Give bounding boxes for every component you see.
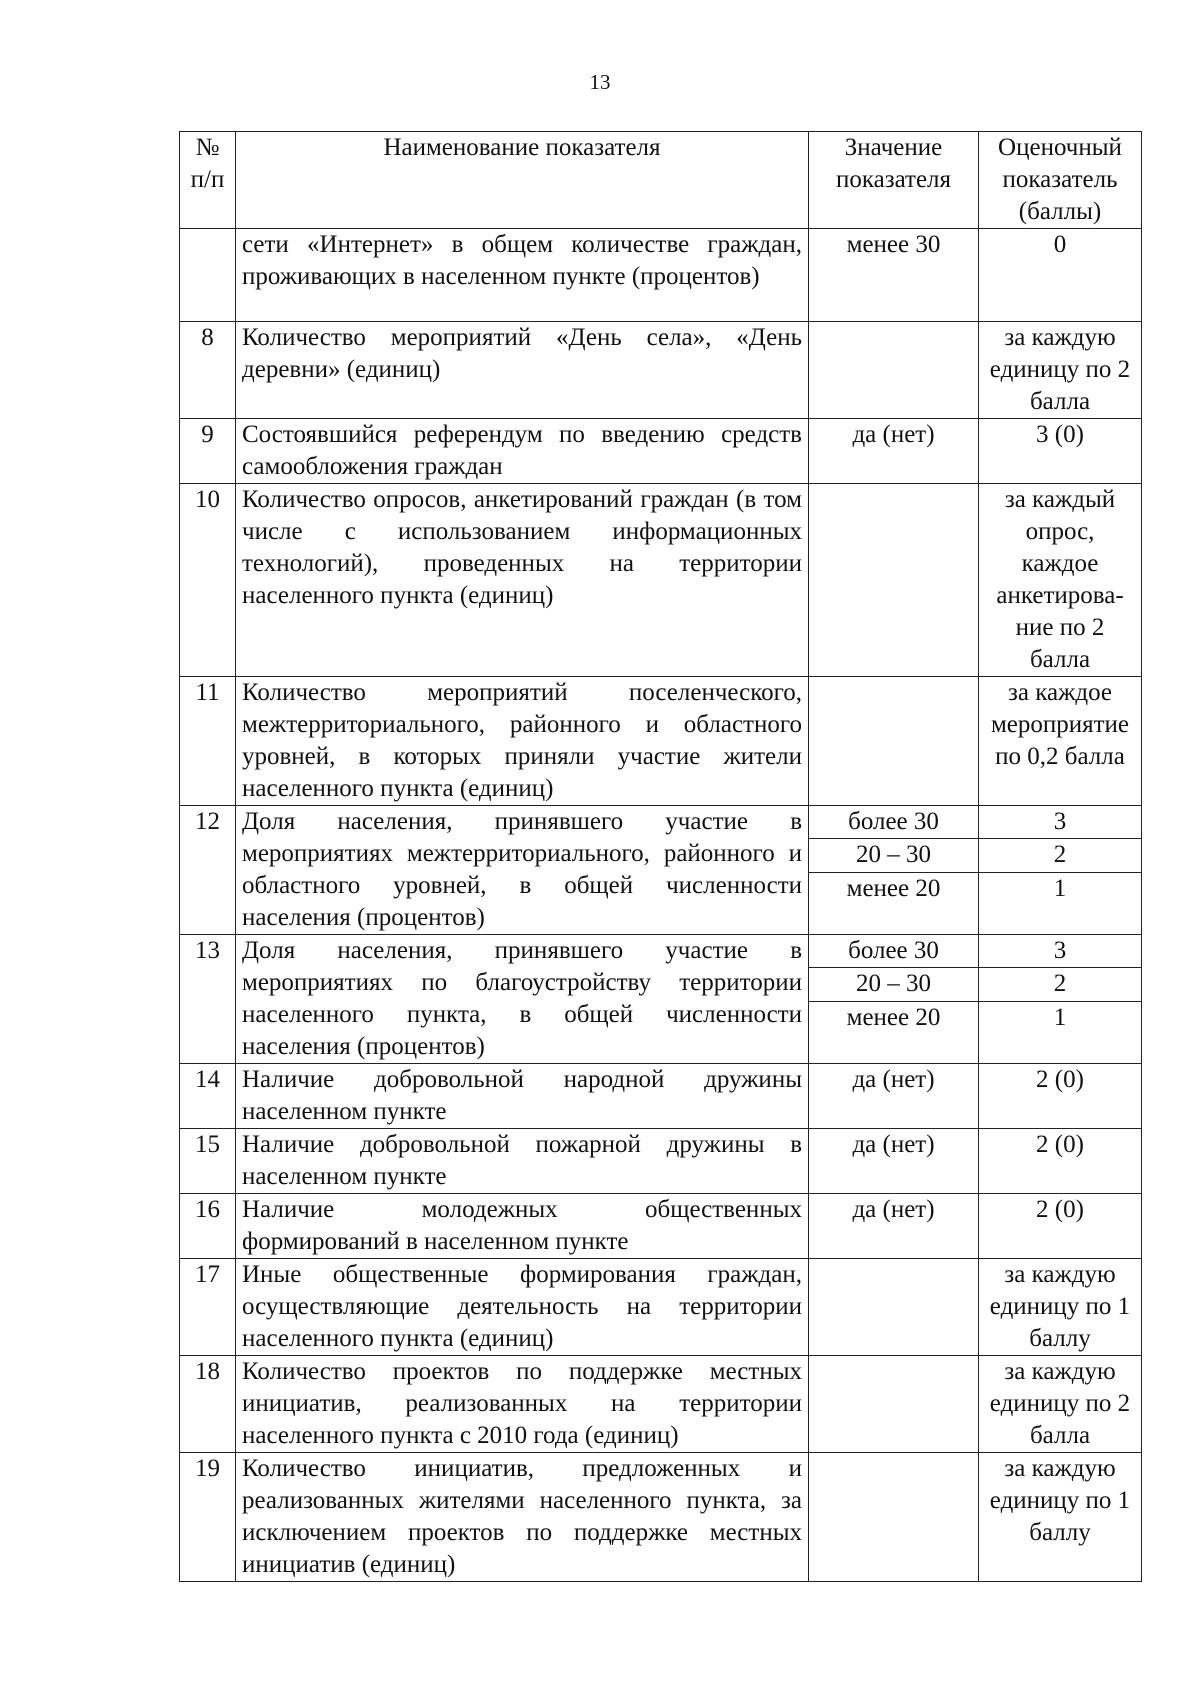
indicator-value: да (нет) bbox=[809, 1064, 979, 1129]
table-row bbox=[180, 322, 1142, 419]
table-row bbox=[180, 1259, 1142, 1356]
indicator-score: 2 bbox=[979, 839, 1142, 872]
indicator-name: Наличие молодежных общественных формирований в населенном пункте bbox=[236, 1194, 809, 1259]
header-score: Оценочный показатель (баллы) bbox=[979, 132, 1142, 229]
indicator-name: Доля населения, принявшего участие в мероприятиях по благоустройству территории населенного пункта, в общей численности населения (процентов) bbox=[236, 935, 809, 1064]
indicator-name: Наличие добровольной народной дружины населенном пункте bbox=[236, 1064, 809, 1129]
indicator-score: за каждую единицу по 1 баллу bbox=[979, 1259, 1142, 1356]
header-name: Наименование показателя bbox=[236, 132, 809, 229]
indicator-score: за каждое мероприятие по 0,2 балла bbox=[979, 677, 1142, 806]
row-number: 12 bbox=[180, 806, 236, 935]
indicator-score: 3 bbox=[979, 806, 1142, 839]
table-row bbox=[180, 1453, 1142, 1582]
indicator-name: Количество опросов, анкетирований граждан (в том числе с использованием информационных технологий), проведенных на территории населенного пункта (единиц) bbox=[236, 484, 809, 677]
indicator-value: менее 20 bbox=[809, 1001, 979, 1064]
indicator-score: 3 bbox=[979, 935, 1142, 968]
indicator-score: за каждую единицу по 1 баллу bbox=[979, 1453, 1142, 1582]
indicator-value: менее 20 bbox=[809, 872, 979, 935]
indicator-value: да (нет) bbox=[809, 1194, 979, 1259]
indicator-name: Иные общественные формирования граждан, осуществляющие деятельность на территории населенного пункта (единиц) bbox=[236, 1259, 809, 1356]
row-number: 15 bbox=[180, 1129, 236, 1194]
indicator-value bbox=[809, 1259, 979, 1356]
indicators-table bbox=[179, 131, 1142, 1582]
indicator-score: 1 bbox=[979, 1001, 1142, 1064]
indicator-score: за каждую единицу по 2 балла bbox=[979, 1356, 1142, 1453]
indicator-name: Количество инициатив, предложенных и реализованных жителями населенного пункта, за исключением проектов по поддержке местных инициатив (единиц) bbox=[236, 1453, 809, 1582]
table-row bbox=[180, 1129, 1142, 1194]
indicator-value bbox=[809, 677, 979, 806]
indicator-score: 3 (0) bbox=[979, 419, 1142, 484]
indicator-value: менее 30 bbox=[809, 229, 979, 322]
indicator-score: 2 (0) bbox=[979, 1129, 1142, 1194]
table-body bbox=[180, 229, 1142, 1582]
indicator-value: 20 – 30 bbox=[809, 968, 979, 1001]
row-number bbox=[180, 229, 236, 322]
row-number: 14 bbox=[180, 1064, 236, 1129]
row-number: 19 bbox=[180, 1453, 236, 1582]
indicator-name: Состоявшийся референдум по введению средств самообложения граждан bbox=[236, 419, 809, 484]
header-value: Значение показателя bbox=[809, 132, 979, 229]
indicator-score: 0 bbox=[979, 229, 1142, 322]
indicator-name: Доля населения, принявшего участие в мероприятиях межтерриториального, районного и областного уровней, в общей численности населения (процентов) bbox=[236, 806, 809, 935]
row-number: 9 bbox=[180, 419, 236, 484]
indicator-name: Количество проектов по поддержке местных инициатив, реализованных на территории населенного пункта с 2010 года (единиц) bbox=[236, 1356, 809, 1453]
row-number: 16 bbox=[180, 1194, 236, 1259]
row-number: 11 bbox=[180, 677, 236, 806]
table-row bbox=[180, 1064, 1142, 1129]
row-number: 13 bbox=[180, 935, 236, 1064]
indicator-value bbox=[809, 1453, 979, 1582]
indicator-score: за каждый опрос, каждое анкетирова-ние по 2 балла bbox=[979, 484, 1142, 677]
indicator-value: более 30 bbox=[809, 806, 979, 839]
indicator-name: Наличие добровольной пожарной дружины в населенном пункте bbox=[236, 1129, 809, 1194]
indicator-score: 2 bbox=[979, 968, 1142, 1001]
indicator-value bbox=[809, 322, 979, 419]
header-num: № п/п bbox=[180, 132, 236, 229]
table-row bbox=[180, 419, 1142, 484]
indicator-value: 20 – 30 bbox=[809, 839, 979, 872]
page-number: 13 bbox=[589, 70, 611, 94]
indicator-score: 1 bbox=[979, 872, 1142, 935]
indicator-name: Количество мероприятий поселенческого, межтерриториального, районного и областного уровней, в которых приняли участие жители населенного пункта (единиц) bbox=[236, 677, 809, 806]
indicator-value: да (нет) bbox=[809, 419, 979, 484]
table-row bbox=[180, 935, 1142, 968]
table-row bbox=[180, 677, 1142, 806]
table-row bbox=[180, 1194, 1142, 1259]
indicator-value: более 30 bbox=[809, 935, 979, 968]
indicator-name: сети «Интернет» в общем количестве граждан, проживающих в населенном пункте (процентов) bbox=[236, 229, 809, 322]
row-number: 8 bbox=[180, 322, 236, 419]
table-row bbox=[180, 229, 1142, 322]
indicator-name: Количество мероприятий «День села», «День деревни» (единиц) bbox=[236, 322, 809, 419]
row-number: 17 bbox=[180, 1259, 236, 1356]
indicator-score: 2 (0) bbox=[979, 1194, 1142, 1259]
table-header-row bbox=[180, 132, 1142, 229]
table-row bbox=[180, 1356, 1142, 1453]
indicator-score: за каждую единицу по 2 балла bbox=[979, 322, 1142, 419]
row-number: 10 bbox=[180, 484, 236, 677]
indicator-value bbox=[809, 1356, 979, 1453]
table-row bbox=[180, 806, 1142, 839]
indicator-score: 2 (0) bbox=[979, 1064, 1142, 1129]
indicator-value bbox=[809, 484, 979, 677]
indicator-value: да (нет) bbox=[809, 1129, 979, 1194]
table-row bbox=[180, 484, 1142, 677]
row-number: 18 bbox=[180, 1356, 236, 1453]
